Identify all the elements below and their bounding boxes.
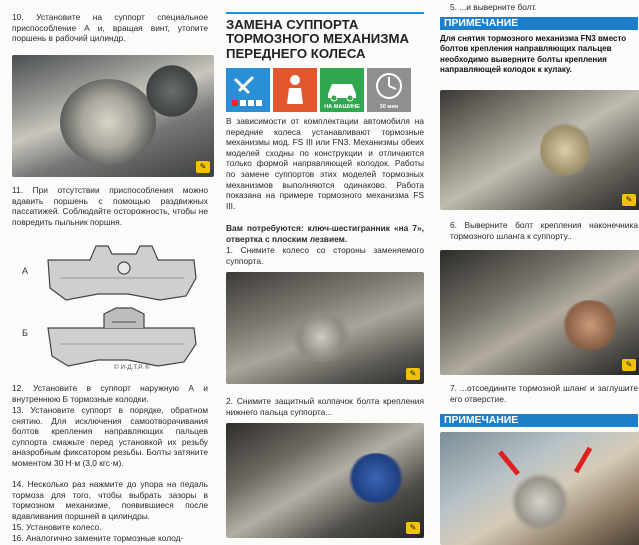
- watermark: © И-Д.Т.Р. ®: [114, 364, 150, 371]
- car-icon-caption: НА МАШИНЕ: [324, 104, 360, 110]
- pad-a-label: А: [22, 266, 29, 276]
- clock-icon: [367, 68, 411, 112]
- hose-fitting-photo: [440, 432, 639, 545]
- step-1-text: 1. Снимите колесо со стороны заменяемого суппорта.: [226, 245, 424, 266]
- title-rule: [226, 12, 424, 14]
- tools-text: Вам потребуются: ключ-шестигранник «на 7», отвертка с плоским лезвием.: [226, 223, 424, 244]
- info-icons: [226, 68, 411, 112]
- step-6-text: 6. Выверните болт крепления наконечника тормозного шланга к суппорту..: [450, 220, 638, 241]
- outer-pad-a: [48, 246, 196, 300]
- time-caption: 30 мин: [379, 104, 399, 110]
- left-column: [0, 0, 216, 545]
- marker-badge: ✎: [406, 522, 420, 534]
- intro-text: В зависимости от комплектации автомобиля на передние колеса устанавливают тормозные механизмы мод. FS III или FN3. Механизмы обеих моделей сходны по конструкции и отличаются только формой направляющей колодок. Работы по замене суппортов этих моделей тормозных механизмов выполняются одинаково. Работа показана на примере тормозного механизма FS III.: [226, 116, 424, 211]
- marker-badge: ✎: [622, 194, 636, 206]
- step-13-text: 13. Установите суппорт в порядке, обратном снятию. Для исключения самоотворачивания болтов крепления направляющих пальцев суппорта смажьте перед установкой их резьбу анаэробным фиксатором резьбы. Болты затяните моментом 30 Н·м (3,0 кгс·м).: [12, 405, 208, 468]
- step-2-text: 2. Снимите защитный колпачок болта крепления нижнего пальца суппорта...: [226, 396, 424, 417]
- pad-b-label: Б: [22, 328, 28, 338]
- step-12-text: 12. Установите в суппорт наружную А и внутреннюю Б тормозные колодки.: [12, 383, 208, 404]
- step-7-text: 7. ...отсоедините тормозной шланг и заглушите его отверстие.: [450, 383, 638, 404]
- marker-badge: ✎: [406, 368, 420, 380]
- brake-hose-photo: [440, 250, 639, 375]
- inner-pad-b: [48, 308, 196, 366]
- caliper-tool-photo: [12, 55, 214, 177]
- arrow-icon: [576, 448, 590, 472]
- note-heading-2: ПРИМЕЧАНИЕ: [440, 414, 638, 427]
- marker-badge: ✎: [196, 161, 210, 173]
- complexity-icon: [226, 68, 270, 112]
- marker-badge: ✎: [622, 359, 636, 371]
- brake-pads-diagram: [8, 238, 214, 383]
- caliper-wrench-photo: [440, 90, 639, 210]
- step-10-text: 10. Установите на суппорт специальное приспособление А и, вращая винт, утопите поршень в рабочий цилиндр.: [12, 12, 208, 44]
- bolt-cap-photo: [226, 272, 424, 384]
- note-heading: ПРИМЕЧАНИЕ: [440, 17, 638, 30]
- step-16-text: 16. Аналогично замените тормозные колод-: [12, 533, 184, 543]
- right-column: [436, 0, 639, 545]
- step-11-text: 11. При отсутствии приспособления можно вдавить поршень с помощью раздвижных пассатижей. Соблюдайте осторожность, чтобы не повредить пыльник поршня.: [12, 185, 208, 227]
- step-14-text: 14. Несколько раз нажмите до упора на педаль тормоза для того, чтобы выбрать зазоры в тормозном механизме, появившиеся после вдавливания поршней в цилиндры.: [12, 479, 208, 521]
- step-5-text: 5. ...и выверните болт.: [450, 2, 537, 12]
- middle-column: [222, 0, 429, 545]
- bolt-removal-photo: [226, 423, 424, 538]
- note-text: Для снятия тормозного механизма FN3 вместо болтов крепления направляющих пальцев необходимо выверните болты крепления направляющей колодок к кулаку.: [440, 34, 627, 75]
- person-icon: [273, 68, 317, 112]
- step-15-text: 15. Установите колесо.: [12, 522, 102, 532]
- section-title: ЗАМЕНА СУППОРТА ТОРМОЗНОГО МЕХАНИЗМА ПЕРЕДНЕГО КОЛЕСА: [226, 17, 409, 61]
- arrow-icon: [500, 452, 518, 474]
- car-icon: [320, 68, 364, 112]
